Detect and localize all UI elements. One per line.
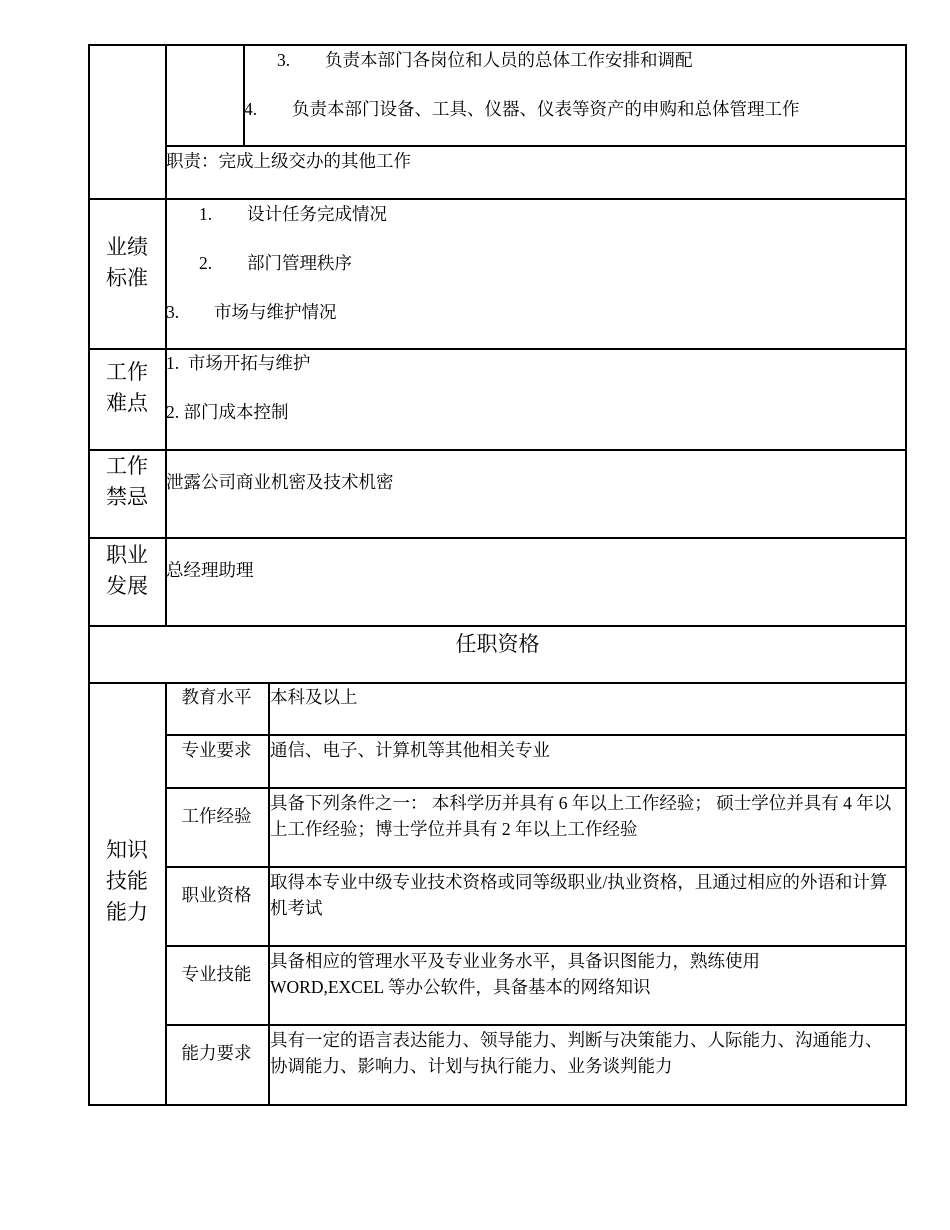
qual-row-1-name: 教育水平: [181, 687, 252, 707]
table-border-bottom: [88, 1104, 907, 1106]
qual-row-3-name: 工作经验: [181, 806, 252, 826]
table-border-left: [88, 44, 90, 1105]
duty-item-3: [277, 47, 693, 73]
qual-row-2-value: 通信、电子、计算机等其他相关专业: [270, 740, 550, 760]
performance-item-3: [166, 299, 337, 325]
career-label: 职业发展: [106, 543, 148, 598]
qual-row-4-name: 职业资格: [181, 885, 252, 905]
top-inner-hline: [165, 145, 907, 147]
career-text: 总经理助理: [166, 560, 254, 580]
difficulty-label: 工作难点: [106, 360, 148, 415]
taboo-text: 泄露公司商业机密及技术机密: [166, 472, 394, 492]
qual-row-3-value: 具备下列条件之一： 本科学历并具有 6 年以上工作经验； 硕士学位并具有 4 年以上工作经验；博士学位并具有 2 年以上工作经验: [270, 793, 892, 839]
duty-item-4-text: 负责本部门设备、工具、仪器、仪表等资产的申购和总体管理工作: [292, 99, 800, 119]
qual-sep-5: [165, 1024, 907, 1026]
job-description-table: [88, 44, 907, 1105]
qual-row-4-value: 取得本专业中级专业技术资格或同等级职业/执业资格，且通过相应的外语和计算机考试: [270, 872, 888, 918]
performance-item-3-num: 3.: [166, 302, 180, 322]
row-sep-4: [88, 537, 907, 539]
performance-label: 业绩标准: [106, 235, 148, 290]
row-sep-1: [88, 198, 907, 200]
difficulty-item-1: 1. 市场开拓与维护: [166, 353, 311, 373]
qual-row-5-name: 专业技能: [181, 964, 252, 984]
label-column-divider-upper: [165, 44, 167, 626]
qual-row-1-value: 本科及以上: [270, 687, 358, 707]
performance-item-1-num: 1.: [199, 204, 213, 224]
qual-row-2-name: 专业要求: [181, 740, 252, 760]
duty-item-3-text: 负责本部门各岗位和人员的总体工作安排和调配: [325, 50, 693, 70]
table-border-top: [88, 44, 907, 46]
qualification-group-label: 知识技能能力: [106, 838, 148, 924]
qual-sep-4: [165, 945, 907, 947]
qual-row-6-name: 能力要求: [181, 1043, 252, 1063]
row-sep-5: [88, 625, 907, 627]
performance-item-2: [199, 250, 352, 276]
qual-sep-3: [165, 866, 907, 868]
qual-sep-1: [165, 734, 907, 736]
taboo-label: 工作禁忌: [106, 454, 148, 509]
qualification-title: 任职资格: [455, 632, 540, 656]
row-sep-3: [88, 449, 907, 451]
qual-sep-2: [165, 787, 907, 789]
performance-item-2-num: 2.: [199, 253, 213, 273]
qual-row-6-value: 具有一定的语言表达能力、领导能力、判断与决策能力、人际能力、沟通能力、协调能力、影响力、计划与执行能力、业务谈判能力: [270, 1030, 883, 1076]
duty-item-4-num: 4.: [244, 99, 258, 119]
qual-row-5-value: 具备相应的管理水平及专业业务水平，具备识图能力，熟练使用 WORD,EXCEL 等办公软件，具备基本的网络知识: [270, 951, 760, 997]
top-inner-divider: [243, 44, 245, 146]
performance-item-1: [199, 201, 387, 227]
performance-item-2-text: 部门管理秩序: [247, 253, 352, 273]
performance-item-3-text: 市场与维护情况: [214, 302, 337, 322]
duty-item-4: [244, 96, 800, 122]
duty-item-3-num: 3.: [277, 50, 291, 70]
duty-other: 职责：完成上级交办的其他工作: [166, 151, 411, 171]
difficulty-item-2: 2. 部门成本控制: [166, 402, 289, 422]
performance-item-1-text: 设计任务完成情况: [247, 204, 387, 224]
